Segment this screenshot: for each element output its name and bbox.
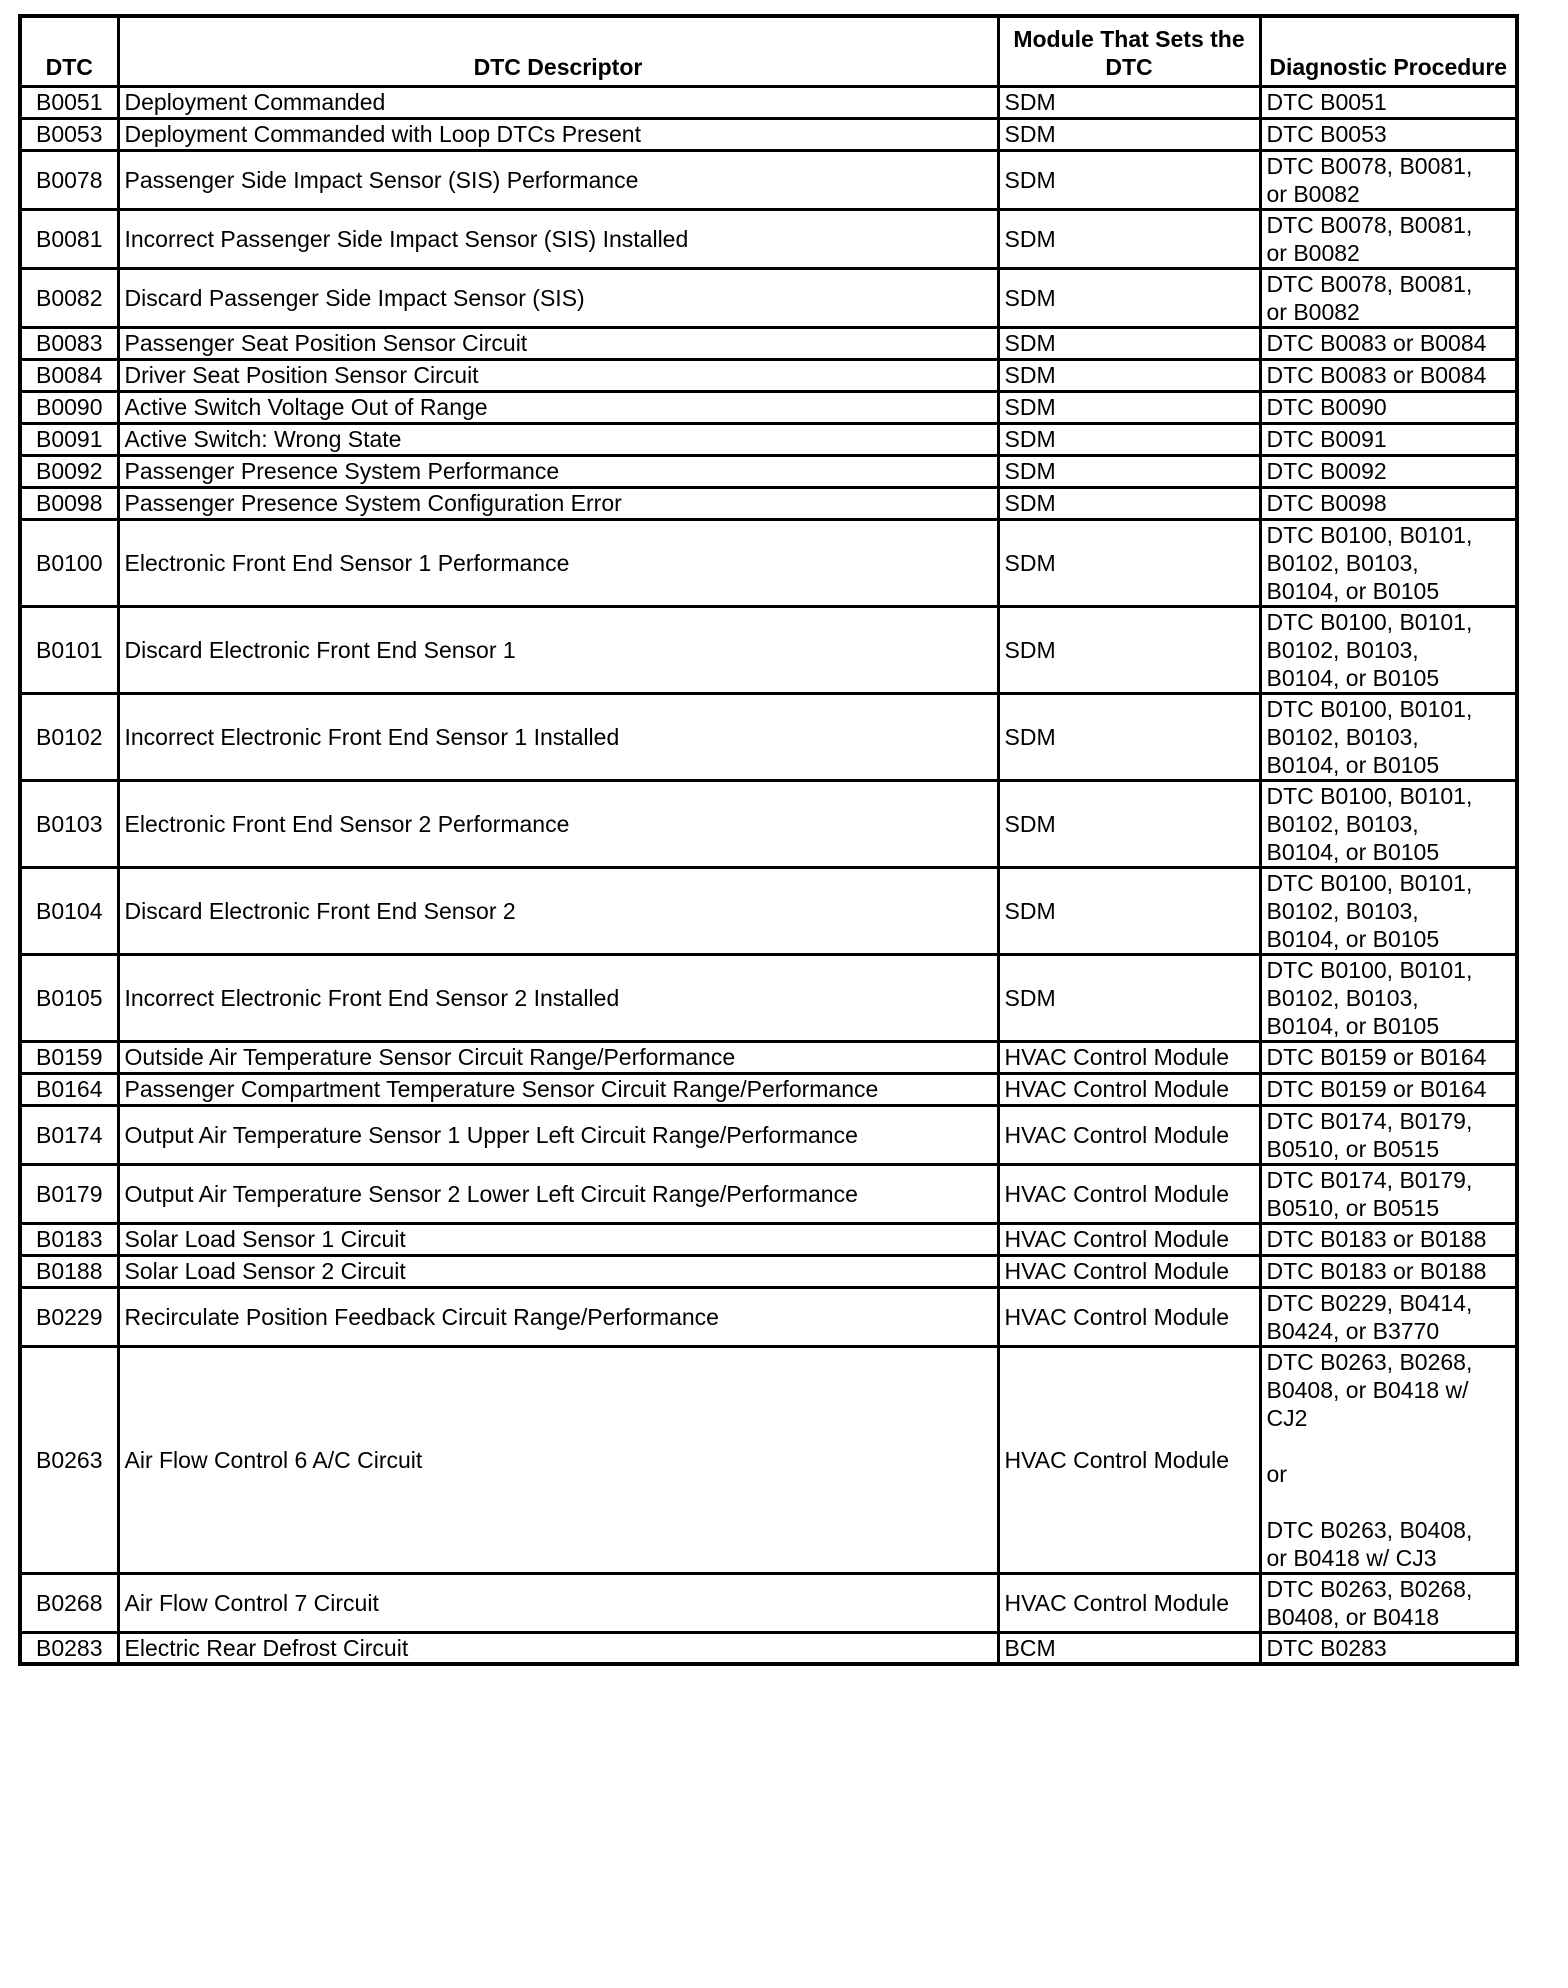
table-row (20, 209, 1517, 268)
module-cell: SDM (998, 519, 1260, 606)
dtc-cell: B0188 (20, 1255, 118, 1287)
procedure-cell: DTC B0053 (1260, 118, 1517, 150)
table-row (20, 1105, 1517, 1164)
dtc-cell: B0091 (20, 423, 118, 455)
module-cell: HVAC Control Module (998, 1346, 1260, 1573)
dtc-cell: B0092 (20, 455, 118, 487)
table-row (20, 391, 1517, 423)
procedure-cell: DTC B0263, B0268, B0408, or B0418 w/ CJ2 or DTC B0263, B0408, or B0418 w/ CJ3 (1260, 1346, 1517, 1573)
descriptor-cell: Solar Load Sensor 2 Circuit (118, 1255, 998, 1287)
descriptor-cell: Output Air Temperature Sensor 1 Upper Left Circuit Range/Performance (118, 1105, 998, 1164)
header-descriptor: DTC Descriptor (118, 16, 998, 86)
procedure-cell: DTC B0092 (1260, 455, 1517, 487)
table-row (20, 359, 1517, 391)
descriptor-cell: Passenger Seat Position Sensor Circuit (118, 327, 998, 359)
descriptor-cell: Deployment Commanded with Loop DTCs Present (118, 118, 998, 150)
table-row (20, 780, 1517, 867)
module-cell: SDM (998, 780, 1260, 867)
descriptor-cell: Incorrect Electronic Front End Sensor 2 Installed (118, 954, 998, 1041)
module-cell: HVAC Control Module (998, 1073, 1260, 1105)
module-cell: SDM (998, 359, 1260, 391)
dtc-cell: B0164 (20, 1073, 118, 1105)
descriptor-cell: Deployment Commanded (118, 86, 998, 118)
descriptor-cell: Passenger Compartment Temperature Sensor Circuit Range/Performance (118, 1073, 998, 1105)
module-cell: HVAC Control Module (998, 1105, 1260, 1164)
procedure-cell: DTC B0098 (1260, 487, 1517, 519)
module-cell: SDM (998, 268, 1260, 327)
table-row (20, 1255, 1517, 1287)
descriptor-cell: Output Air Temperature Sensor 2 Lower Left Circuit Range/Performance (118, 1164, 998, 1223)
procedure-cell: DTC B0091 (1260, 423, 1517, 455)
table-row (20, 150, 1517, 209)
module-cell: SDM (998, 327, 1260, 359)
dtc-cell: B0084 (20, 359, 118, 391)
dtc-cell: B0090 (20, 391, 118, 423)
dtc-cell: B0051 (20, 86, 118, 118)
module-cell: SDM (998, 391, 1260, 423)
descriptor-cell: Active Switch: Wrong State (118, 423, 998, 455)
procedure-cell: DTC B0100, B0101, B0102, B0103, B0104, or B0105 (1260, 867, 1517, 954)
header-procedure: Diagnostic Procedure (1260, 16, 1517, 86)
dtc-cell: B0263 (20, 1346, 118, 1573)
procedure-cell: DTC B0174, B0179, B0510, or B0515 (1260, 1105, 1517, 1164)
table-row (20, 1346, 1517, 1573)
module-cell: SDM (998, 487, 1260, 519)
dtc-cell: B0229 (20, 1287, 118, 1346)
dtc-cell: B0081 (20, 209, 118, 268)
table-row (20, 327, 1517, 359)
table-row (20, 1164, 1517, 1223)
procedure-cell: DTC B0078, B0081, or B0082 (1260, 209, 1517, 268)
header-dtc: DTC (20, 16, 118, 86)
table-row (20, 519, 1517, 606)
dtc-cell: B0183 (20, 1223, 118, 1255)
dtc-cell: B0102 (20, 693, 118, 780)
descriptor-cell: Incorrect Electronic Front End Sensor 1 Installed (118, 693, 998, 780)
procedure-cell: DTC B0283 (1260, 1632, 1517, 1664)
procedure-cell: DTC B0100, B0101, B0102, B0103, B0104, or B0105 (1260, 780, 1517, 867)
module-cell: HVAC Control Module (998, 1164, 1260, 1223)
procedure-cell: DTC B0078, B0081, or B0082 (1260, 150, 1517, 209)
descriptor-cell: Discard Electronic Front End Sensor 1 (118, 606, 998, 693)
table-header-row (20, 16, 1517, 86)
procedure-cell: DTC B0229, B0414, B0424, or B3770 (1260, 1287, 1517, 1346)
module-cell: HVAC Control Module (998, 1255, 1260, 1287)
table-row (20, 86, 1517, 118)
dtc-cell: B0179 (20, 1164, 118, 1223)
dtc-cell: B0083 (20, 327, 118, 359)
module-cell: SDM (998, 118, 1260, 150)
descriptor-cell: Active Switch Voltage Out of Range (118, 391, 998, 423)
module-cell: HVAC Control Module (998, 1223, 1260, 1255)
dtc-cell: B0283 (20, 1632, 118, 1664)
table-row (20, 1073, 1517, 1105)
dtc-cell: B0053 (20, 118, 118, 150)
module-cell: SDM (998, 150, 1260, 209)
table-row (20, 487, 1517, 519)
descriptor-cell: Electric Rear Defrost Circuit (118, 1632, 998, 1664)
procedure-cell: DTC B0100, B0101, B0102, B0103, B0104, or B0105 (1260, 954, 1517, 1041)
table-row (20, 118, 1517, 150)
descriptor-cell: Solar Load Sensor 1 Circuit (118, 1223, 998, 1255)
table-row (20, 1632, 1517, 1664)
dtc-cell: B0159 (20, 1041, 118, 1073)
procedure-cell: DTC B0083 or B0084 (1260, 327, 1517, 359)
dtc-cell: B0105 (20, 954, 118, 1041)
table-row (20, 606, 1517, 693)
descriptor-cell: Passenger Side Impact Sensor (SIS) Performance (118, 150, 998, 209)
table-row (20, 867, 1517, 954)
header-module: Module That Sets the DTC (998, 16, 1260, 86)
descriptor-cell: Passenger Presence System Performance (118, 455, 998, 487)
module-cell: SDM (998, 209, 1260, 268)
table-row (20, 455, 1517, 487)
module-cell: SDM (998, 606, 1260, 693)
dtc-cell: B0268 (20, 1573, 118, 1632)
module-cell: SDM (998, 867, 1260, 954)
dtc-cell: B0174 (20, 1105, 118, 1164)
procedure-cell: DTC B0078, B0081, or B0082 (1260, 268, 1517, 327)
procedure-cell: DTC B0263, B0268, B0408, or B0418 (1260, 1573, 1517, 1632)
procedure-cell: DTC B0100, B0101, B0102, B0103, B0104, or B0105 (1260, 693, 1517, 780)
procedure-cell: DTC B0090 (1260, 391, 1517, 423)
table-row (20, 1287, 1517, 1346)
table-row (20, 693, 1517, 780)
dtc-cell: B0078 (20, 150, 118, 209)
descriptor-cell: Incorrect Passenger Side Impact Sensor (SIS) Installed (118, 209, 998, 268)
table-body (20, 86, 1517, 1664)
module-cell: SDM (998, 693, 1260, 780)
descriptor-cell: Electronic Front End Sensor 2 Performance (118, 780, 998, 867)
dtc-cell: B0098 (20, 487, 118, 519)
procedure-cell: DTC B0183 or B0188 (1260, 1255, 1517, 1287)
module-cell: HVAC Control Module (998, 1287, 1260, 1346)
module-cell: SDM (998, 86, 1260, 118)
table-row (20, 954, 1517, 1041)
dtc-cell: B0101 (20, 606, 118, 693)
descriptor-cell: Recirculate Position Feedback Circuit Range/Performance (118, 1287, 998, 1346)
module-cell: HVAC Control Module (998, 1041, 1260, 1073)
descriptor-cell: Discard Electronic Front End Sensor 2 (118, 867, 998, 954)
procedure-cell: DTC B0159 or B0164 (1260, 1041, 1517, 1073)
descriptor-cell: Passenger Presence System Configuration Error (118, 487, 998, 519)
descriptor-cell: Air Flow Control 7 Circuit (118, 1573, 998, 1632)
descriptor-cell: Driver Seat Position Sensor Circuit (118, 359, 998, 391)
procedure-cell: DTC B0174, B0179, B0510, or B0515 (1260, 1164, 1517, 1223)
table-row (20, 268, 1517, 327)
dtc-cell: B0100 (20, 519, 118, 606)
descriptor-cell: Discard Passenger Side Impact Sensor (SIS) (118, 268, 998, 327)
descriptor-cell: Electronic Front End Sensor 1 Performance (118, 519, 998, 606)
dtc-table-container (18, 14, 1519, 1666)
table-row (20, 1223, 1517, 1255)
dtc-cell: B0082 (20, 268, 118, 327)
module-cell: SDM (998, 954, 1260, 1041)
procedure-cell: DTC B0051 (1260, 86, 1517, 118)
descriptor-cell: Air Flow Control 6 A/C Circuit (118, 1346, 998, 1573)
procedure-cell: DTC B0100, B0101, B0102, B0103, B0104, or B0105 (1260, 606, 1517, 693)
module-cell: SDM (998, 423, 1260, 455)
procedure-cell: DTC B0083 or B0084 (1260, 359, 1517, 391)
dtc-table (18, 14, 1519, 1666)
module-cell: SDM (998, 455, 1260, 487)
table-row (20, 423, 1517, 455)
procedure-cell: DTC B0183 or B0188 (1260, 1223, 1517, 1255)
dtc-cell: B0104 (20, 867, 118, 954)
dtc-cell: B0103 (20, 780, 118, 867)
procedure-cell: DTC B0100, B0101, B0102, B0103, B0104, or B0105 (1260, 519, 1517, 606)
table-row (20, 1041, 1517, 1073)
table-row (20, 1573, 1517, 1632)
module-cell: HVAC Control Module (998, 1573, 1260, 1632)
module-cell: BCM (998, 1632, 1260, 1664)
descriptor-cell: Outside Air Temperature Sensor Circuit Range/Performance (118, 1041, 998, 1073)
procedure-cell: DTC B0159 or B0164 (1260, 1073, 1517, 1105)
